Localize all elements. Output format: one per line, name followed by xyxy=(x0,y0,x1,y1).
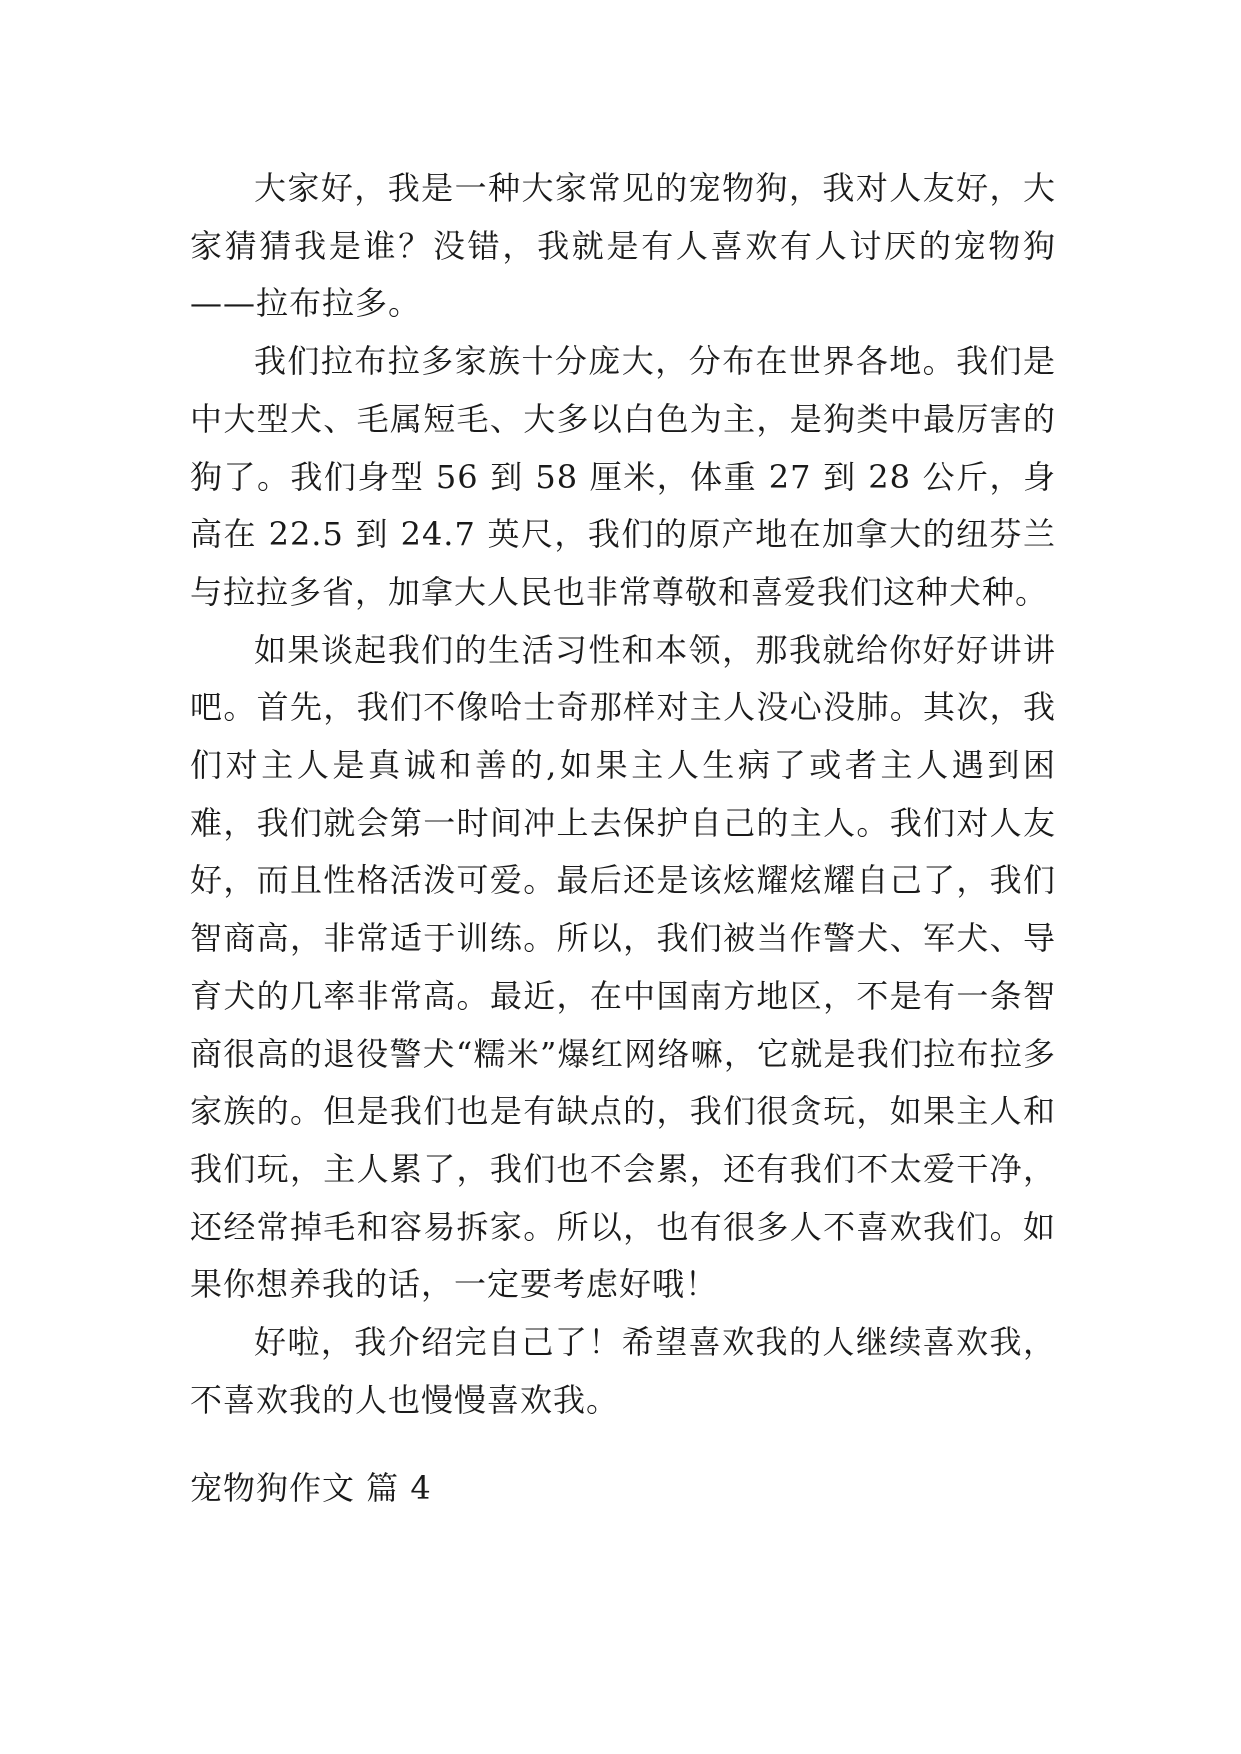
article-body xyxy=(190,160,1056,1429)
paragraph-family: 我们拉布拉多家族十分庞大，分布在世界各地。我们是中大型犬、毛属短毛、大多以白色为主，是狗类中最厉害的狗了。我们身型 56 到 58 厘米，体重 27 到 28 公斤，身高在 22.5 到 24.7 英尺，我们的原产地在加拿大的纽芬兰与拉拉多省，加拿大人民也非常尊敬和喜爱我们这种犬种。 xyxy=(190,342,1056,611)
paragraph-conclusion: 好啦，我介绍完自己了！希望喜欢我的人继续喜欢我，不喜欢我的人也慢慢喜欢我。 xyxy=(190,1323,1056,1419)
paragraph-habits: 如果谈起我们的生活习性和本领，那我就给你好好讲讲吧。首先，我们不像哈士奇那样对主人没心没肺。其次，我们对主人是真诚和善的,如果主人生病了或者主人遇到困难，我们就会第一时间冲上去保护自己的主人。我们对人友好，而且性格活泼可爱。最后还是该炫耀炫耀自己了，我们智商高，非常适于训练。所以，我们被当作警犬、军犬、导育犬的几率非常高。最近，在中国南方地区，不是有一条智商很高的退役警犬“糯米”爆红网络嘛，它就是我们拉布拉多家族的。但是我们也是有缺点的，我们很贪玩，如果主人和我们玩，主人累了，我们也不会累，还有我们不太爱干净，还经常掉毛和容易拆家。所以，也有很多人不喜欢我们。如果你想养我的话，一定要考虑好哦！ xyxy=(190,630,1056,1304)
paragraph-intro: 大家好，我是一种大家常见的宠物狗，我对人友好，大家猜猜我是谁？没错，我就是有人喜欢有人讨厌的宠物狗——拉布拉多。 xyxy=(190,169,1056,323)
section-heading: 宠物狗作文 篇 4 xyxy=(190,1469,432,1507)
